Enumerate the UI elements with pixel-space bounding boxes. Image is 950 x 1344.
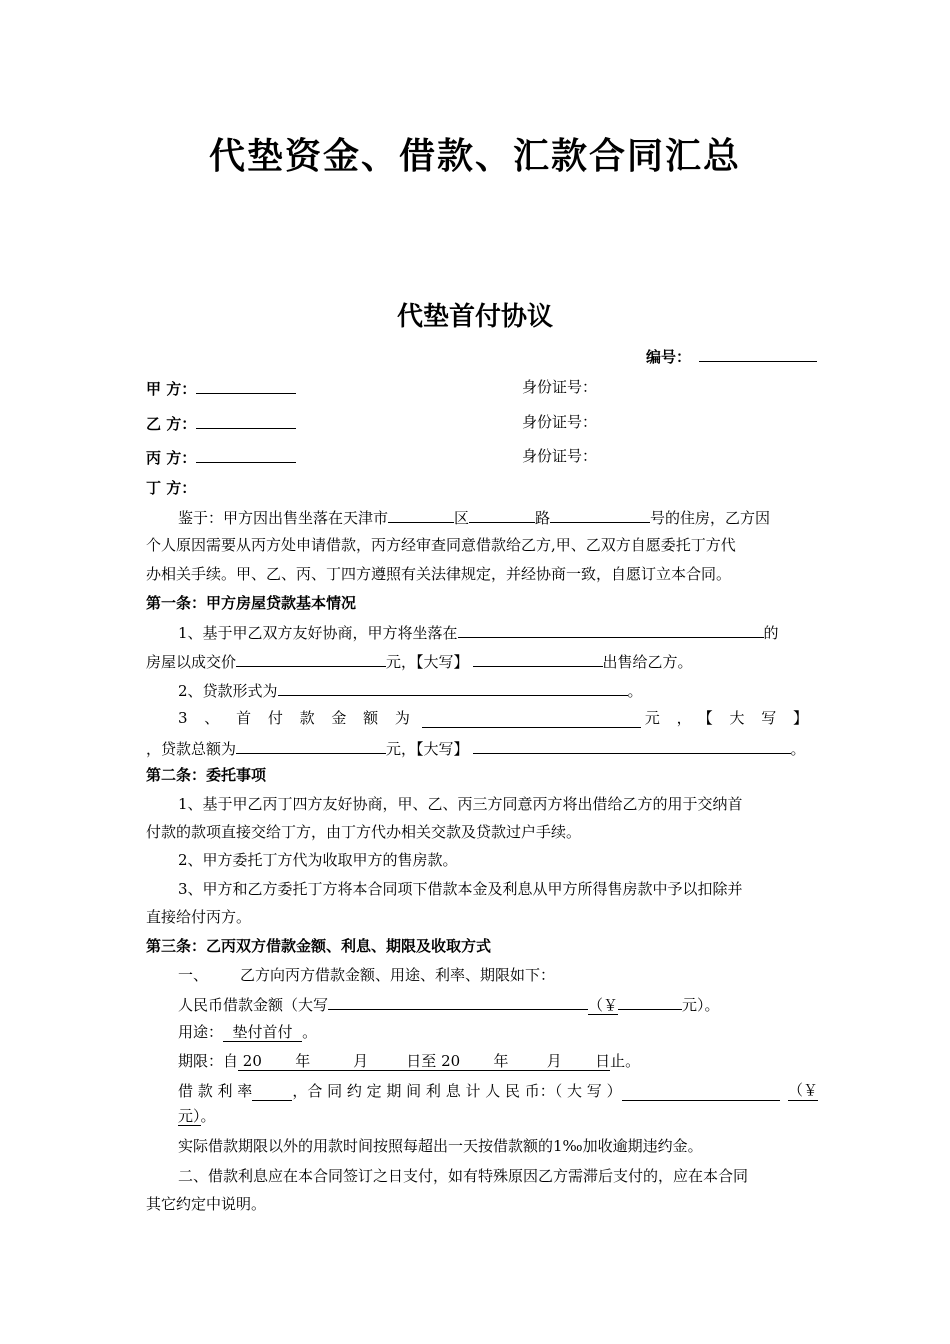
article-1-title: 第一条：甲方房屋贷款基本情况 (146, 594, 357, 612)
party-a-id-label: 身份证号： (522, 378, 598, 396)
party-b-blank (196, 412, 296, 429)
house-number-blank (550, 506, 650, 523)
art1-p2 (178, 679, 643, 701)
party-b-row (146, 412, 296, 434)
amount-number-blank (618, 993, 682, 1010)
intro-text-b: 区 (454, 509, 470, 527)
art3-item-1-text: 乙方向丙方借款金额、用途、利率、期限如下： (240, 966, 556, 984)
art2-p3-line-1: 3、甲方和乙方委托丁方将本合同项下借款本金及利息从甲方所得售房款中予以扣除并 (178, 880, 743, 898)
art1-p1-line-1 (178, 621, 779, 643)
term-end: 止。 (610, 1052, 641, 1070)
art3-item-1 (178, 965, 555, 985)
number-field (646, 345, 817, 367)
art1-p1-text-b: 的 (763, 624, 779, 642)
road-blank (469, 506, 535, 523)
art3-amount-line (178, 993, 720, 1015)
interest-yen-label: （￥ (787, 1081, 818, 1099)
loan-form-blank (278, 679, 628, 696)
art3-rate-line-2 (178, 1106, 216, 1126)
rate-blank (252, 1084, 292, 1101)
amount-capital-blank (328, 993, 588, 1010)
intro-text-d: 号的住房，乙方因 (650, 509, 771, 527)
party-c-blank (196, 446, 296, 463)
art3-item-2-line-1: 二、借款利息应在本合同签订之日支付，如有特殊原因乙方需滞后支付的，应在本合同 (178, 1167, 749, 1185)
intro-text-a: 鉴于：甲方因出售坐落在天津市 (178, 509, 389, 527)
main-title: 代垫资金、借款、汇款合同汇总 (208, 136, 741, 177)
term-label: 期限：自 (178, 1052, 239, 1070)
art1-p3-text-c: 【 大 写 】 (697, 709, 814, 727)
interest-label: ，合 同 约 定 期 间 利 息 计 人 民 币：（ 大 写 ） (292, 1082, 622, 1100)
intro-line-3: 办相关手续。甲、乙、丙、丁四方遵照有关法律规定，并经协商一致，自愿订立本合同。 (146, 565, 732, 583)
term-start: 20 年 月 日至 (238, 1052, 437, 1070)
intro-line-2: 个人原因需要从丙方处申请借款，丙方经审查同意借款给乙方,甲、乙双方自愿委托丁方代 (146, 536, 736, 554)
loan-total-capital-blank (473, 737, 791, 754)
use-end: 。 (302, 1023, 318, 1041)
art3-rate-line-1 (178, 1080, 818, 1101)
amount-label: 人民币借款金额（大写 (178, 996, 329, 1014)
party-c-row (146, 446, 296, 468)
party-a-blank (196, 377, 296, 394)
art1-p3-text-a: 3 、 首 付 款 金 额 为 (178, 709, 416, 727)
art3-item-2-line-2: 其它约定中说明。 (146, 1195, 267, 1213)
price-blank (236, 650, 386, 667)
art3-late-fee: 实际借款期限以外的用款时间按照每超出一天按借款额的1‰加收逾期违约金。 (178, 1137, 703, 1155)
art2-p1-line-2: 付款的款项直接交给丁方，由丁方代办相关交款及贷款过户手续。 (146, 823, 582, 841)
intro-text-c: 路 (535, 509, 551, 527)
art1-p3-text-b: 元 ， (644, 709, 698, 727)
art1-p3-text-d: ，贷款总额为 (146, 740, 237, 758)
art1-p1-text-d: 元，【大写】 (386, 653, 469, 671)
art1-p1-text-e: 出售给乙方。 (602, 653, 693, 671)
art1-p3-line-2 (146, 737, 806, 759)
art2-p3-line-2: 直接给付丙方。 (146, 908, 252, 926)
art3-use-line (178, 1022, 317, 1042)
art3-term-line (178, 1051, 640, 1071)
party-a-label: 甲 方： (146, 380, 197, 398)
down-payment-blank (422, 711, 641, 728)
rate-label: 借 款 利 率 (178, 1082, 253, 1100)
party-d-label: 丁 方： (146, 479, 197, 497)
amount-yen-label: （￥ (588, 996, 619, 1014)
art1-p1-text-a: 1、基于甲乙双方友好协商，甲方将坐落在 (178, 624, 458, 642)
use-label: 用途： (178, 1023, 224, 1041)
party-b-id-label: 身份证号： (522, 413, 598, 431)
agreement-title: 代垫首付协议 (396, 302, 553, 332)
party-a-row (146, 377, 296, 399)
intro-line-1 (178, 506, 770, 528)
art2-p1-line-1: 1、基于甲乙丙丁四方友好协商，甲、乙、丙三方同意丙方将出借给乙方的用于交纳首 (178, 795, 743, 813)
interest-end: 。 (200, 1107, 216, 1125)
amount-end: 元）。 (682, 996, 720, 1014)
interest-capital-blank (622, 1084, 780, 1101)
loan-total-blank (236, 737, 386, 754)
art3-item-1-number: 一、 (178, 966, 209, 984)
number-blank (699, 345, 817, 362)
price-capital-blank (473, 650, 603, 667)
use-value: 垫付首付 (223, 1023, 303, 1041)
location-blank (458, 621, 764, 638)
article-2-title: 第二条：委托事项 (146, 766, 267, 784)
district-blank (388, 506, 454, 523)
party-c-id-label: 身份证号： (522, 447, 598, 465)
party-b-label: 乙 方： (146, 415, 197, 433)
art1-p3-end: 。 (790, 740, 806, 758)
term-end-date: 20 年 月 日 (436, 1052, 611, 1070)
art1-p3-line-1 (178, 708, 814, 728)
art2-p2: 2、甲方委托丁方代为收取甲方的售房款。 (178, 851, 458, 869)
number-label: 编号： (646, 348, 692, 366)
art1-p1-line-2 (146, 650, 693, 672)
art1-p2-text: 2、贷款形式为 (178, 682, 278, 700)
party-c-label: 丙 方： (146, 449, 197, 467)
art1-p1-text-c: 房屋以成交价 (146, 653, 237, 671)
art1-p2-end: 。 (627, 682, 643, 700)
art1-p3-text-e: 元，【大写】 (386, 740, 469, 758)
article-3-title: 第三条：乙丙双方借款金额、利息、期限及收取方式 (146, 937, 492, 955)
interest-yuan-label: 元） (178, 1107, 201, 1125)
